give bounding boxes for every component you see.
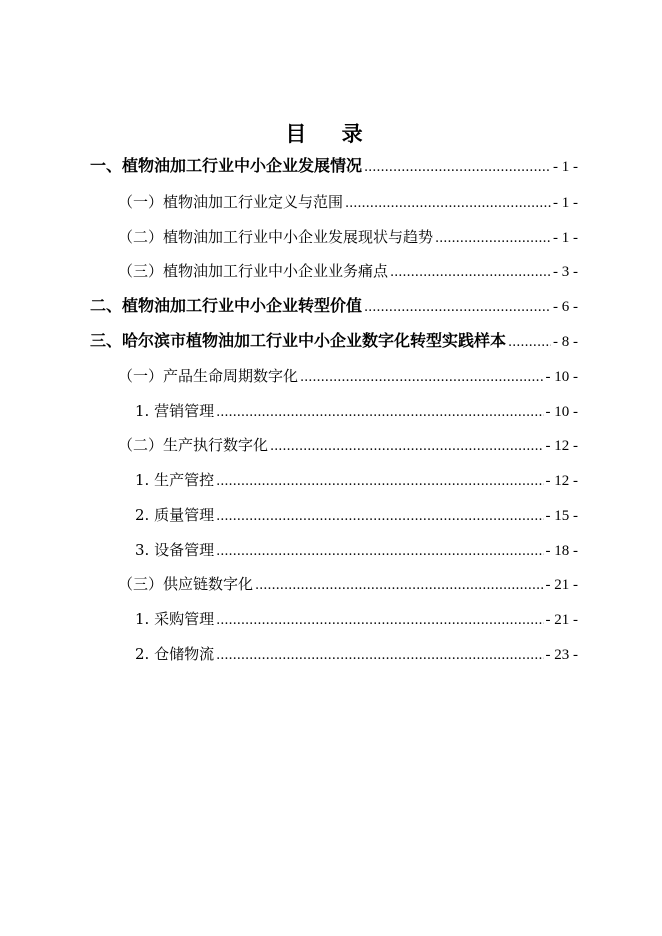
toc-page-number: - 21 - [545, 577, 578, 593]
toc-entry-text: （三）供应链数字化 [118, 575, 254, 593]
toc-leader-dots [345, 192, 551, 216]
toc-entry[interactable] [135, 538, 578, 562]
toc-page-number: - 1 - [553, 159, 578, 175]
toc-entry[interactable] [90, 294, 578, 318]
toc-leader-dots [216, 609, 543, 633]
toc-page-number: - 15 - [545, 508, 578, 524]
toc-page-number: - 10 - [545, 369, 578, 385]
toc-entry[interactable] [90, 154, 578, 178]
toc-entry-text: 二、植物油加工行业中小企业转型价值 [90, 296, 363, 315]
toc-page-number: - 12 - [545, 473, 578, 489]
toc-entry[interactable] [135, 642, 578, 666]
toc-leader-dots [216, 644, 543, 668]
toc-entry[interactable] [118, 433, 578, 457]
toc-page-number: - 12 - [545, 438, 578, 454]
toc-entry[interactable] [135, 503, 578, 527]
toc-leader-dots [435, 227, 551, 251]
toc-leader-dots [300, 366, 543, 390]
toc-page-number: - 6 - [553, 299, 578, 315]
toc-entry-text: 2. 质量管理 [135, 506, 215, 524]
toc-entry[interactable] [135, 607, 578, 631]
toc-leader-dots [255, 574, 543, 598]
toc-leader-dots [270, 435, 543, 459]
toc-entry[interactable] [118, 572, 578, 596]
toc-page-number: - 8 - [553, 334, 578, 350]
toc-entry[interactable] [118, 364, 578, 388]
toc-entry-text: 1. 采购管理 [135, 610, 215, 628]
toc-leader-dots [364, 156, 551, 180]
toc-page-number: - 23 - [545, 647, 578, 663]
toc-leader-dots [216, 401, 543, 425]
toc-leader-dots [364, 296, 551, 320]
toc-entry-text: 1. 营销管理 [135, 402, 215, 420]
toc-leader-dots [216, 505, 543, 529]
toc-entry-text: 1. 生产管控 [135, 471, 215, 489]
toc-entry-text: 3. 设备管理 [135, 541, 215, 559]
toc-leader-dots [216, 540, 543, 564]
toc-leader-dots [390, 261, 551, 285]
toc-entry[interactable] [135, 399, 578, 423]
toc-entry[interactable] [118, 190, 578, 214]
toc-entry[interactable] [118, 225, 578, 249]
toc-page-number: - 1 - [553, 195, 578, 211]
toc-leader-dots [508, 331, 551, 355]
toc-entry-text: （三）植物油加工行业中小企业业务痛点 [118, 262, 389, 280]
toc-entry-text: 三、哈尔滨市植物油加工行业中小企业数字化转型实践样本 [90, 331, 507, 350]
toc-leader-dots [216, 470, 543, 494]
toc-entry-text: （一）植物油加工行业定义与范围 [118, 193, 344, 211]
toc-title: 目 录 [285, 122, 377, 146]
toc-entry-text: （二）植物油加工行业中小企业发展现状与趋势 [118, 228, 434, 246]
toc-entry-text: （一）产品生命周期数字化 [118, 367, 299, 385]
toc-page-number: - 18 - [545, 543, 578, 559]
toc-entry-text: 2. 仓储物流 [135, 645, 215, 663]
toc-page-number: - 3 - [553, 264, 578, 280]
toc-entry-text: 一、植物油加工行业中小企业发展情况 [90, 156, 363, 175]
toc-page-number: - 21 - [545, 612, 578, 628]
toc-page-number: - 10 - [545, 404, 578, 420]
toc-page-number: - 1 - [553, 230, 578, 246]
toc-entry[interactable] [135, 468, 578, 492]
toc-entry[interactable] [90, 329, 578, 353]
toc-entry-text: （二）生产执行数字化 [118, 436, 269, 454]
toc-entry[interactable] [118, 259, 578, 283]
